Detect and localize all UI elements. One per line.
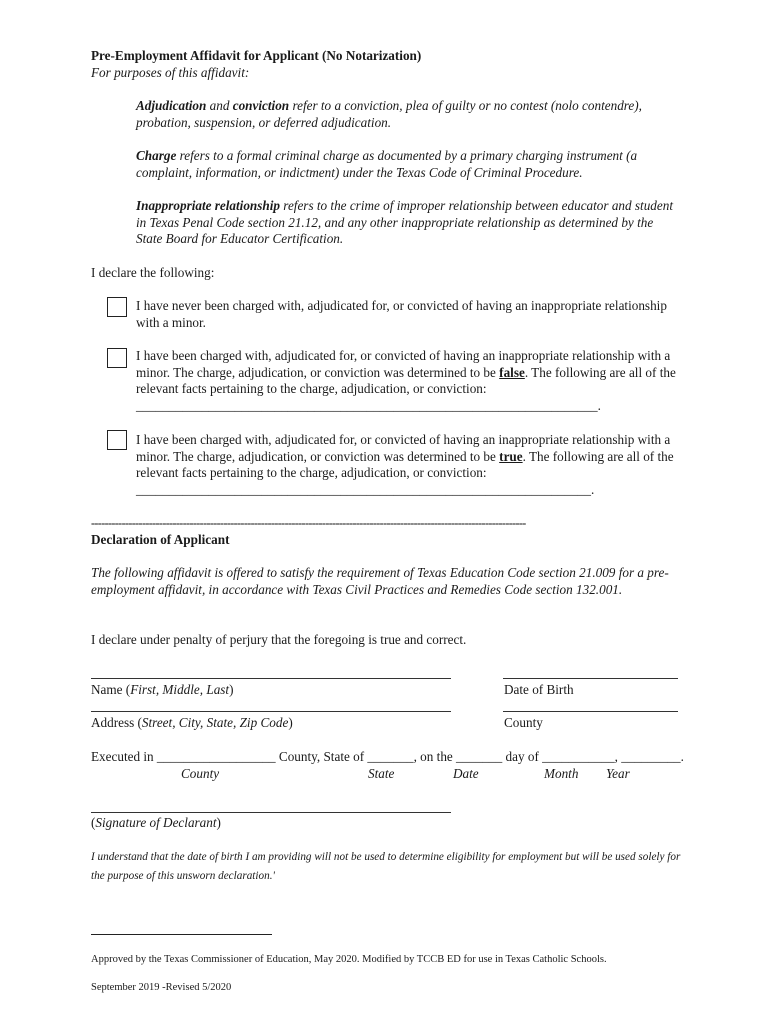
executed-line[interactable]: Executed in __________________ County, State of _______, on the _______ day of ___________, _________. [91, 749, 684, 764]
option-text: . The following are all of the relevant facts pertaining to the charge, adjudication, or conviction: [136, 364, 676, 397]
label-text: ) [229, 682, 234, 697]
declare-following: I declare the following: [91, 265, 215, 280]
label-text: Name ( [91, 682, 131, 697]
term-conviction: conviction [232, 98, 290, 113]
footnote-rule [91, 934, 272, 935]
dob-note: I understand that the date of birth I am providing will not be used to determine eligibility for employment but will be used solely for the purpose of this unsworn declaration.' [91, 851, 681, 882]
label-text: ( [91, 815, 96, 830]
option-charged-false [136, 348, 676, 414]
separator-line: -------------------------------------------------------------------------------------------------------------------------------- [91, 516, 526, 530]
purposes-intro: For purposes of this affidavit: [91, 65, 250, 80]
revision-note: September 2019 -Revised 5/2020 [91, 982, 232, 993]
declaration-heading: Declaration of Applicant [91, 532, 230, 547]
signature-hint: Signature of Declarant [95, 815, 217, 830]
term-charge: Charge [136, 148, 177, 163]
name-hint: First, Middle, Last [130, 682, 230, 697]
executed-state-hint: State [368, 766, 395, 781]
executed-month-hint: Month [544, 766, 579, 781]
address-line[interactable] [91, 711, 451, 712]
checkbox-charged-false[interactable] [107, 348, 127, 368]
signature-line[interactable] [91, 812, 451, 813]
term-inappropriate-relationship: Inappropriate relationship [136, 198, 280, 213]
executed-county-hint: County [181, 766, 220, 781]
definition-adjudication [136, 98, 676, 131]
executed-year-hint: Year [606, 766, 630, 781]
definition-text: refers to a formal criminal charge as documented by a primary charging instrument (a complaint, information, or indictment) under the Texas Code of Criminal Procedure. [136, 148, 638, 180]
name-label [91, 682, 234, 699]
facts-blank-false[interactable]: ______________________________________________________________________. [136, 397, 601, 413]
county-label: County [504, 715, 543, 730]
definition-text: refer to a conviction, plea of guilty or no contest (nolo contendre), probation, suspension, or deferred adjudication. [136, 98, 642, 130]
option-text: I have been charged with, adjudicated for, or convicted of having an inappropriate relationship with a minor. The charge, adjudication, or conviction was determined to be [136, 348, 671, 380]
label-text: Address ( [91, 715, 142, 730]
declaration-text: The following affidavit is offered to satisfy the requirement of Texas Education Code section 21.009 for a pre-employment affidavit, in accordance with Texas Civil Practices and Remedies Code section 132.001. [91, 565, 669, 597]
executed-date-hint: Date [453, 766, 479, 781]
option-text: . The following are all of the relevant facts pertaining to the charge, adjudication, or conviction: [136, 448, 674, 481]
definition-text: refers to the crime of improper relationship between educator and student in Texas Penal Code section 21.12, and any other inappropriate relationship as determined by the State Board for Educator Certification. [136, 198, 674, 247]
address-hint: Street, City, State, Zip Code [141, 715, 289, 730]
option-never-charged: I have never been charged with, adjudicated for, or convicted of having an inappropriate relationship with a minor. [136, 298, 667, 330]
dob-line[interactable] [503, 678, 678, 679]
definition-join: and [206, 98, 233, 113]
keyword-false: false [499, 364, 525, 380]
term-adjudication: Adjudication [136, 98, 207, 113]
address-label [91, 715, 293, 732]
label-text: ) [216, 815, 221, 830]
facts-blank-true[interactable]: _____________________________________________________________________. [136, 481, 595, 497]
name-line[interactable] [91, 678, 451, 679]
county-line[interactable] [503, 711, 678, 712]
label-text: ) [288, 715, 293, 730]
keyword-true: true [499, 448, 523, 464]
checkbox-never-charged[interactable] [107, 297, 127, 317]
dob-label: Date of Birth [504, 682, 574, 697]
definition-charge [136, 148, 676, 181]
option-text: I have been charged with, adjudicated for, or convicted of having an inappropriate relationship with a minor. The charge, adjudication, or conviction was determined to be [136, 432, 671, 464]
definition-inappropriate-relationship [136, 198, 676, 248]
approval-note: Approved by the Texas Commissioner of Education, May 2020. Modified by TCCB ED for use in Texas Catholic Schools. [91, 954, 607, 965]
perjury-statement: I declare under penalty of perjury that the foregoing is true and correct. [91, 632, 467, 647]
page-title: Pre-Employment Affidavit for Applicant (No Notarization) [91, 48, 422, 63]
option-charged-true [136, 432, 676, 498]
checkbox-charged-true[interactable] [107, 430, 127, 450]
signature-label [91, 815, 221, 832]
